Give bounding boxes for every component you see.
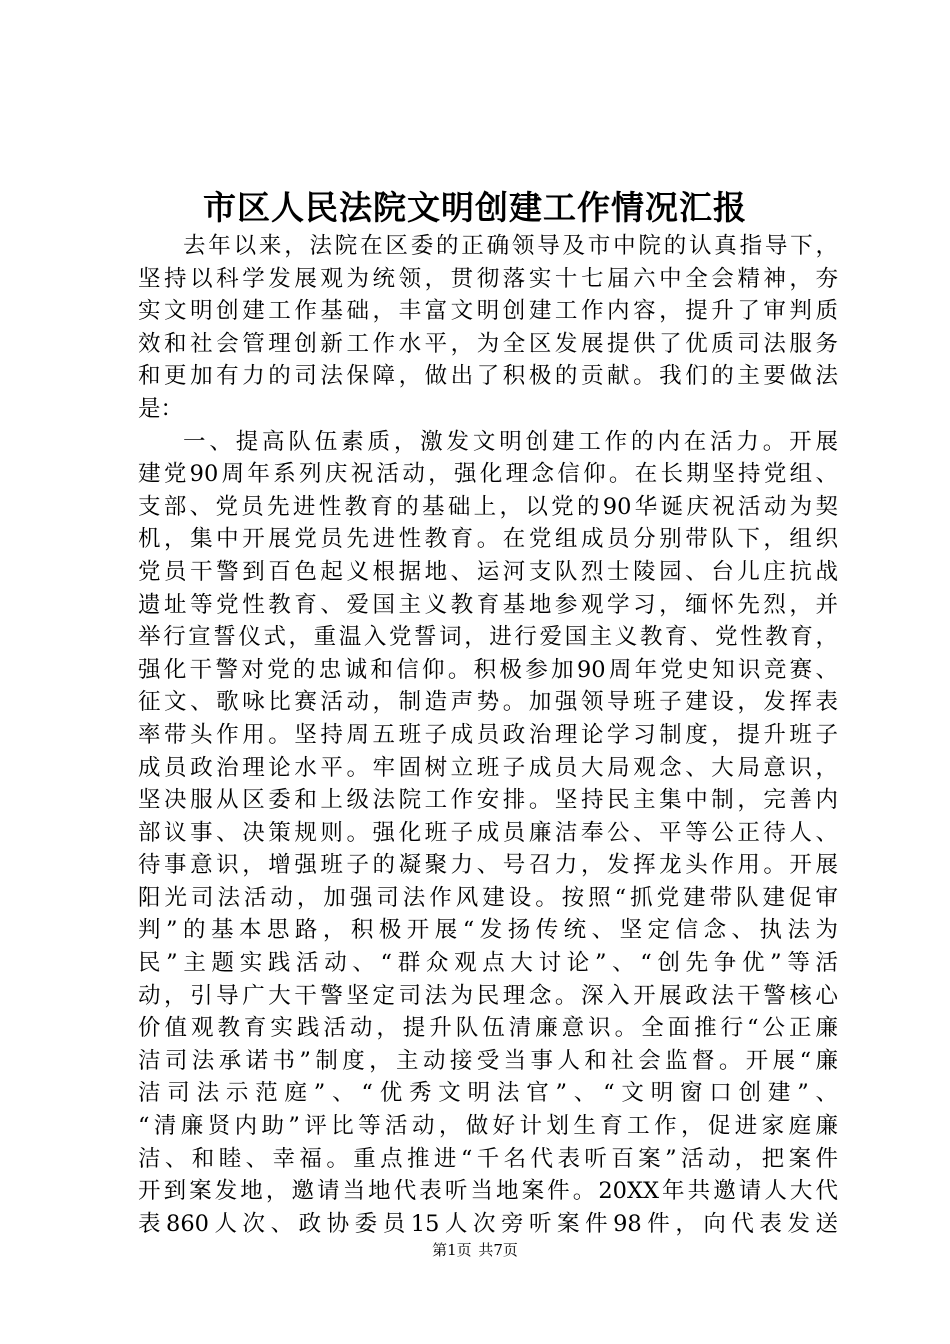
text-line: 效和社会管理创新工作水平，为全区发展提供了优质司法服务 xyxy=(138,330,838,357)
text-line: 判”的基本思路，积极开展“发扬传统、坚定信念、执法为 xyxy=(138,917,838,944)
text-line: 阳光司法活动，加强司法作风建设。按照“抓党建带队建促审 xyxy=(138,884,838,911)
text-line: 遗址等党性教育、爱国主义教育基地参观学习，缅怀先烈，并 xyxy=(138,591,838,618)
text-line: 表860人次、政协委员15人次旁听案件98件，向代表发送 xyxy=(138,1210,838,1237)
text-line: 党员干警到百色起义根据地、运河支队烈士陵园、台儿庄抗战 xyxy=(138,558,838,585)
document-body xyxy=(138,230,838,1240)
text-line: 坚持以科学发展观为统领，贯彻落实十七届六中全会精神，夯 xyxy=(138,265,838,292)
text-line: 民”主题实践活动、“群众观点大讨论”、“创先争优”等活 xyxy=(138,950,838,977)
text-line: 实文明创建工作基础，丰富文明创建工作内容，提升了审判质 xyxy=(138,298,838,325)
text-line: 动，引导广大干警坚定司法为民理念。深入开展政法干警核心 xyxy=(138,982,838,1009)
text-line: 和更加有力的司法保障，做出了积极的贡献。我们的主要做法 xyxy=(138,363,838,390)
text-line: 成员政治理论水平。牢固树立班子成员大局观念、大局意识， xyxy=(138,754,838,781)
page-footer xyxy=(0,1240,950,1260)
text-line: 强化干警对党的忠诚和信仰。积极参加90周年党史知识竞赛、 xyxy=(138,656,838,683)
page-total: 共7页 xyxy=(478,1241,518,1259)
text-line: 支部、党员先进性教育的基础上，以党的90华诞庆祝活动为契 xyxy=(138,493,838,520)
text-line: 开到案发地，邀请当地代表听当地案件。20XX年共邀请人大代 xyxy=(138,1178,838,1205)
paragraph-section-one xyxy=(138,426,838,1241)
text-line: 洁司法承诺书”制度，主动接受当事人和社会监督。开展“廉 xyxy=(138,1047,838,1074)
text-line: 率带头作用。坚持周五班子成员政治理论学习制度，提升班子 xyxy=(138,721,838,748)
text-line: 是： xyxy=(138,395,184,422)
text-line: 征文、歌咏比赛活动，制造声势。加强领导班子建设，发挥表 xyxy=(138,689,838,716)
paragraph-intro xyxy=(138,230,838,426)
document-title: 市区人民法院文明创建工作情况汇报 xyxy=(203,188,747,227)
text-line: 举行宣誓仪式，重温入党誓词，进行爱国主义教育、党性教育， xyxy=(138,624,838,651)
text-line: 一、提高队伍素质，激发文明创建工作的内在活力。开展 xyxy=(183,428,838,455)
text-line: 机，集中开展党员先进性教育。在党组成员分别带队下，组织 xyxy=(138,526,838,553)
text-line: 坚决服从区委和上级法院工作安排。坚持民主集中制，完善内 xyxy=(138,787,838,814)
text-line: 建党90周年系列庆祝活动，强化理念信仰。在长期坚持党组、 xyxy=(138,461,838,488)
text-line: 洁、和睦、幸福。重点推进“千名代表听百案”活动，把案件 xyxy=(138,1145,838,1172)
text-line: 洁司法示范庭”、“优秀文明法官”、“文明窗口创建”、 xyxy=(138,1080,838,1107)
text-line: “清廉贤内助”评比等活动，做好计划生育工作，促进家庭廉 xyxy=(138,1113,838,1140)
text-line: 部议事、决策规则。强化班子成员廉洁奉公、平等公正待人、 xyxy=(138,819,838,846)
text-line: 价值观教育实践活动，提升队伍清廉意识。全面推行“公正廉 xyxy=(138,1015,838,1042)
text-line: 待事意识，增强班子的凝聚力、号召力，发挥龙头作用。开展 xyxy=(138,852,838,879)
page-number: 第1页 xyxy=(432,1241,472,1259)
text-line: 去年以来，法院在区委的正确领导及市中院的认真指导下， xyxy=(183,233,838,259)
